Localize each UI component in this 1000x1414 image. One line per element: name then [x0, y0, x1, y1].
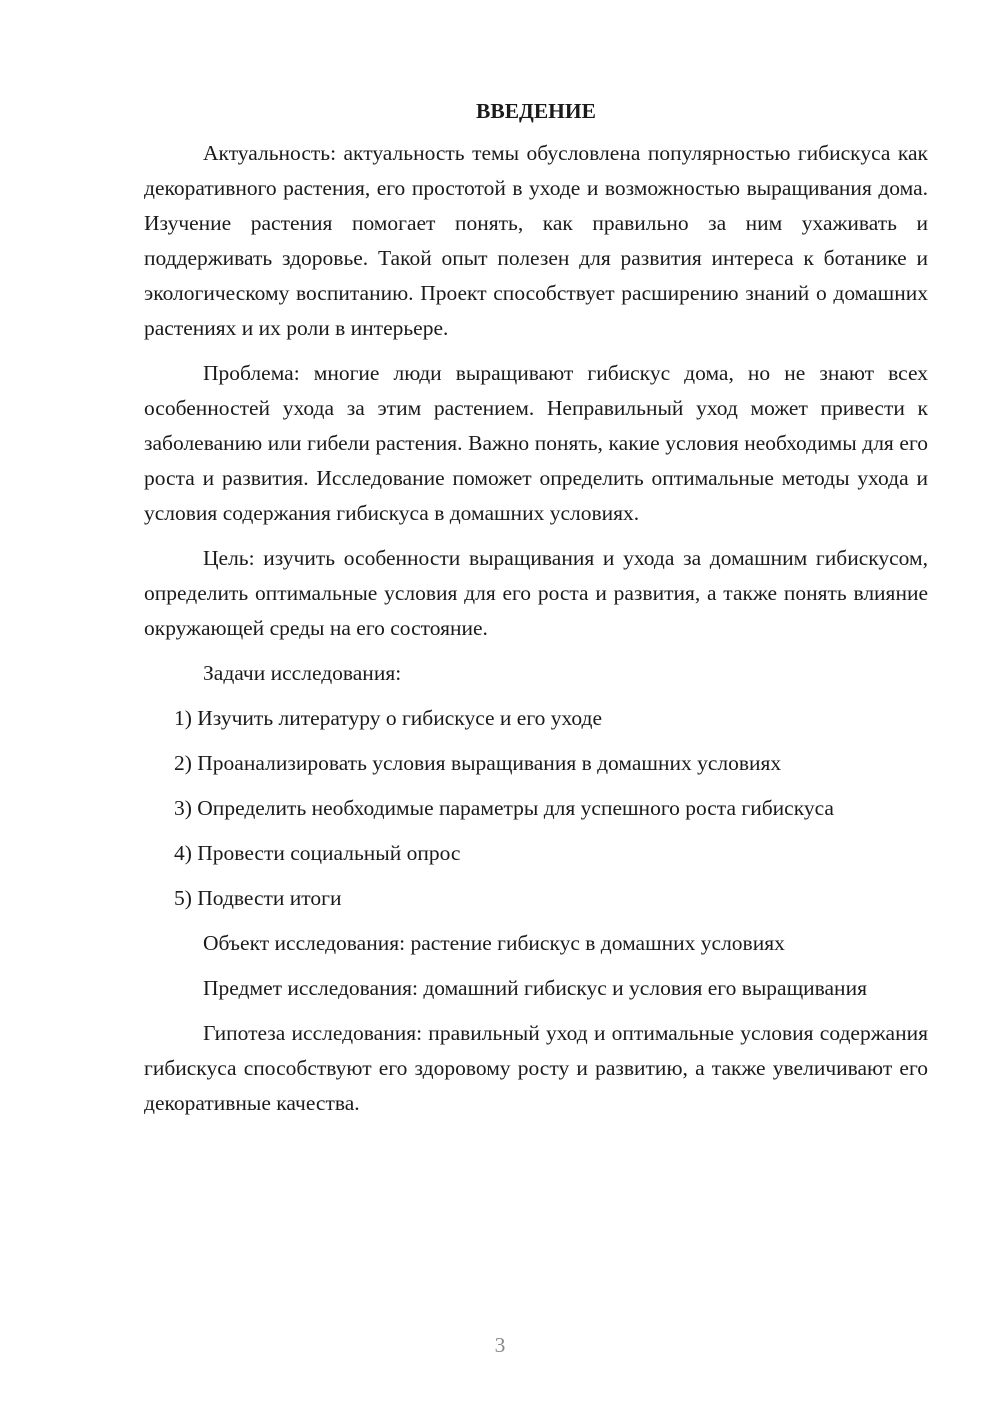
- task-item-3: 3) Определить необходимые параметры для успешного роста гибискуса: [174, 796, 834, 820]
- hypothesis-paragraph: Гипотеза исследования: правильный уход и оптимальные условия содержания гибискуса способствуют его здоровому росту и развитию, а также увеличивают его декоративные качества.: [144, 1021, 928, 1115]
- page-number: 3: [494, 1333, 506, 1357]
- relevance-paragraph: Актуальность: актуальность темы обусловлена популярностью гибискуса как декоративного растения, его простотой в уходе и возможностью выращивания дома. Изучение растения помогает понять, как правильно за ним ухаживать и поддерживать здоровье. Такой опыт полезен для развития интереса к ботанике и экологическому воспитанию. Проект способствует расширению знаний о домашних растениях и их роли в интерьере.: [144, 141, 928, 340]
- object-paragraph: Объект исследования: растение гибискус в домашних условиях: [203, 931, 785, 955]
- document-page: [144, 96, 928, 1131]
- section-title: ВВЕДЕНИЕ: [476, 99, 596, 123]
- task-item-4: 4) Провести социальный опрос: [174, 841, 461, 865]
- tasks-heading: Задачи исследования:: [203, 661, 402, 685]
- problem-paragraph: Проблема: многие люди выращивают гибискус дома, но не знают всех особенностей ухода за этим растением. Неправильный уход может привести к заболеванию или гибели растения. Важно понять, какие условия необходимы для его роста и развития. Исследование поможет определить оптимальные методы ухода и условия содержания гибискуса в домашних условиях.: [144, 361, 928, 525]
- goal-paragraph: Цель: изучить особенности выращивания и ухода за домашним гибискусом, определить оптимальные условия для его роста и развития, а также понять влияние окружающей среды на его состояние.: [144, 546, 928, 640]
- task-item-5: 5) Подвести итоги: [174, 886, 342, 910]
- subject-paragraph: Предмет исследования: домашний гибискус и условия его выращивания: [203, 976, 867, 1000]
- task-item-1: 1) Изучить литературу о гибискусе и его уходе: [174, 706, 603, 730]
- task-item-2: 2) Проанализировать условия выращивания в домашних условиях: [174, 751, 782, 775]
